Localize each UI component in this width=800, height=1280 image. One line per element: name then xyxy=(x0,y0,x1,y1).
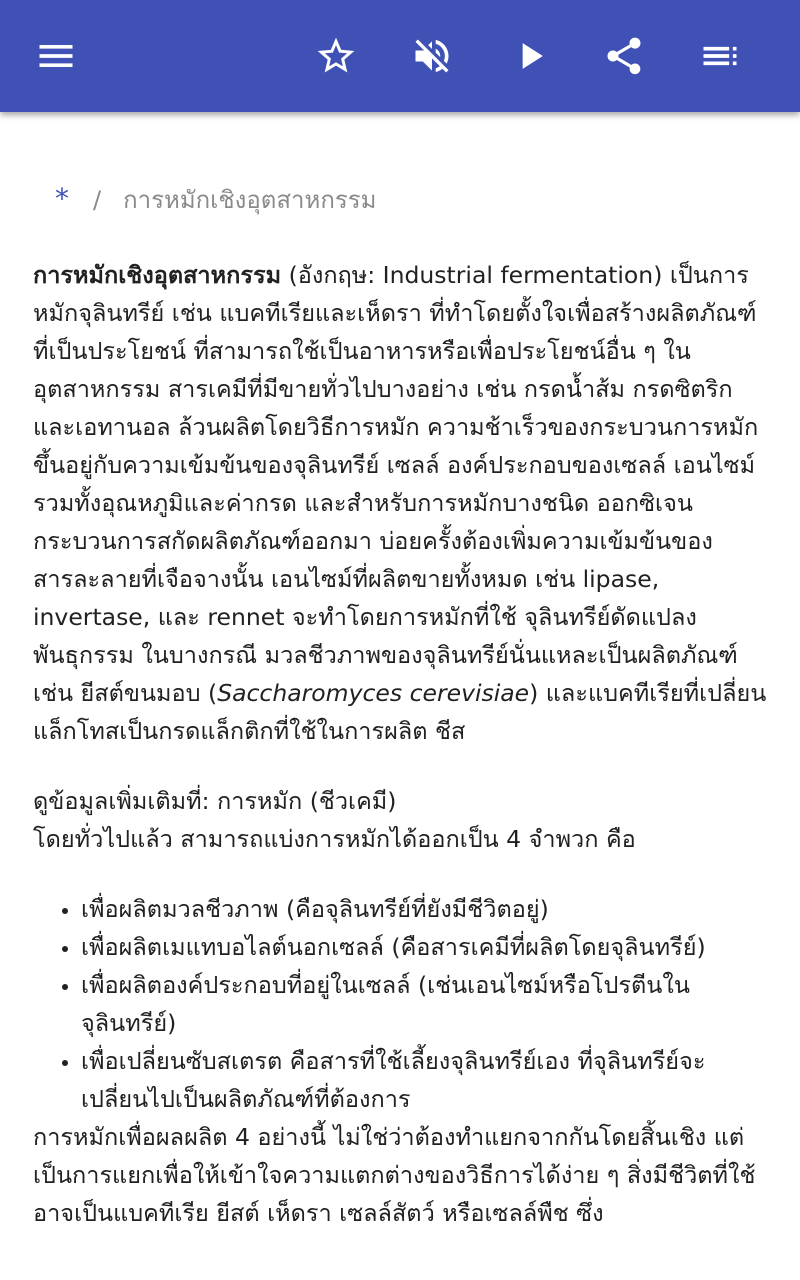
breadcrumb-home-link[interactable]: * xyxy=(55,182,69,215)
menu-icon xyxy=(34,34,78,78)
fermentation-types-list xyxy=(33,890,768,1118)
list-item: • เพื่อเปลี่ยนซับสเตรต คือสารที่ใช้เลี้ยงจุลินทรีย์เอง ที่จุลินทรีย์จะเปลี่ยนไปเป็นผลิตภัณฑ์ที่ต้องการ xyxy=(81,1042,768,1118)
intro-text-b: ) และแบคทีเรียที่เปลี่ยนแล็กโทสเป็นกรดแล็กติกที่ใช้ในการผลิต ชีส xyxy=(33,679,767,745)
species-name: Saccharomyces cerevisiae xyxy=(217,679,530,707)
article-term: การหมักเชิงอุตสาหกรรม xyxy=(33,261,282,289)
breadcrumb xyxy=(55,180,768,219)
share-icon xyxy=(602,34,646,78)
list-item: • เพื่อผลิตเมแทบอไลต์นอกเซลล์ (คือสารเคมีที่ผลิตโดยจุลินทรีย์) xyxy=(81,928,768,966)
article-paragraph-last: การหมักเพื่อผลผลิต 4 อย่างนี้ ไม่ใช่ว่าต้องทำแยกจากกันโดยสิ้นเชิง แต่เป็นการแยกเพื่อให้เข้าใจความแตกต่างของวิธีการได้ง่าย ๆ สิ่งมีชีวิตที่ใช้อาจเป็นแบคทีเรีย ยีสต์ เห็ดรา เซลล์สัตว์ หรือเซลล์พืช ซึ่ง xyxy=(33,1123,756,1227)
play-button[interactable] xyxy=(502,28,558,84)
intro-text-a: (อังกฤษ: Industrial fermentation) เป็นการหมักจุลินทรีย์ เช่น แบคทีเรียและเห็ดรา ที่ทำโดยตั้งใจเพื่อสร้างผลิตภัณฑ์ที่เป็นประโยชน์ ที่สามารถใช้เป็นอาหารหรือเพื่อประโยชน์อื่น ๆ ในอุตสาหกรรม สารเคมีที่มีขายทั่วไปบางอย่าง เช่น กรดน้ำส้ม กรดซิตริก และเอทานอล ล้วนผลิตโดยวิธีการหมัก ความช้าเร็วของกระบวนการหมักขึ้นอยู่กับความเข้มข้นของจุลินทรีย์ เซลล์ องค์ประกอบของเซลล์ เอนไซม์ รวมทั้งอุณหภูมิและค่ากรด และสำหรับการหมักบางชนิด ออกซิเจน กระบวนการสกัดผลิตภัณฑ์ออกมา บ่อยครั้งต้องเพิ่มความเข้มข้นของสารละลายที่เจือจางนั้น เอนไซม์ที่ผลิตขายทั้งหมด เช่น lipase, invertase, และ rennet จะทำโดยการหมักที่ใช้ จุลินทรีย์ดัดแปลงพันธุกรรม ในบางกรณี มวลชีวภาพของจุลินทรีย์นั่นแหละเป็นผลิตภัณฑ์ เช่น ยีสต์ขนมอบ ( xyxy=(33,261,759,707)
table-of-contents-icon xyxy=(698,34,742,78)
share-button[interactable] xyxy=(596,28,652,84)
table-of-contents-button[interactable] xyxy=(692,28,748,84)
volume-off-icon xyxy=(410,34,454,78)
see-also-link[interactable]: ดูข้อมูลเพิ่มเติมที่: การหมัก (ชีวเคมี) xyxy=(33,787,397,815)
article-paragraph-intro xyxy=(33,256,768,750)
article-content xyxy=(33,150,768,1232)
breadcrumb-current: การหมักเชิงอุตสาหกรรม xyxy=(123,186,377,214)
play-icon xyxy=(508,34,552,78)
bookmark-button[interactable] xyxy=(308,28,364,84)
app-toolbar xyxy=(0,0,800,112)
list-item: • เพื่อผลิตมวลชีวภาพ (คือจุลินทรีย์ที่ยังมีชีวิตอยู่) xyxy=(81,890,768,928)
list-intro: โดยทั่วไปแล้ว สามารถแบ่งการหมักได้ออกเป็น 4 จำพวก คือ xyxy=(33,825,636,853)
breadcrumb-separator: / xyxy=(93,186,102,214)
mute-button[interactable] xyxy=(404,28,460,84)
star-icon xyxy=(314,34,358,78)
list-item: • เพื่อผลิตองค์ประกอบที่อยู่ในเซลล์ (เช่นเอนไซม์หรือโปรตีนในจุลินทรีย์) xyxy=(81,966,768,1042)
menu-button[interactable] xyxy=(28,28,84,84)
